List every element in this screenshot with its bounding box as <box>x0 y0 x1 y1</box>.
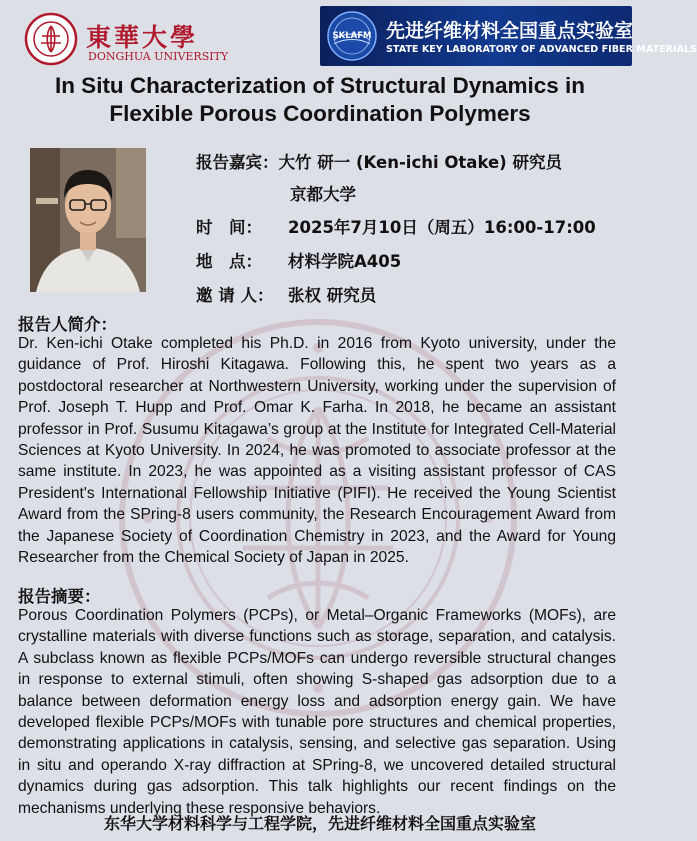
place-label: 地 点： <box>196 252 262 271</box>
abstract-heading: 报告摘要： <box>18 587 101 606</box>
host-name: 张权 研究员 <box>288 286 377 305</box>
time-label: 时 间： <box>196 218 262 237</box>
university-name-cn: 東華大學 <box>86 23 199 52</box>
lab-logo-text: SKLAFM <box>332 31 372 41</box>
abstract-text: Porous Coordination Polymers (PCPs), or Metal–Organic Frameworks (MOFs), are crystalline materials with diverse functions such as storage, separation, and catalysis. A subclass known as flexible PCPs/MOFs can undergo reversible structural changes in response to external stimuli, often showing S-shaped gas adsorption due to a balance between deformation energy loss and adsorption energy gain. We have developed flexible PCPs/MOFs with tunable pore structures and chemical properties, demonstrating applications in catalysis, sensing, and selective gas separation. Using in situ and operando X-ray diffraction at SPring-8, we uncovered detailed structural dynamics during gas adsorption. This talk highlights our recent findings on the mechanisms underlying these responsive behaviors. <box>18 607 616 817</box>
speaker-photo <box>30 148 146 292</box>
lab-banner <box>320 6 697 66</box>
university-name-en: DONGHUA UNIVERSITY <box>88 50 229 63</box>
footer-organizer: 东华大学材料科学与工程学院，先进纤维材料全国重点实验室 <box>104 814 537 833</box>
host-row <box>196 282 376 306</box>
lab-name-cn: 先进纤维材料全国重点实验室 <box>386 20 634 42</box>
lab-logo-icon <box>326 10 378 62</box>
speaker-label: 报告嘉宾： <box>196 153 279 172</box>
time-row <box>196 214 596 238</box>
place-row <box>196 248 401 272</box>
talk-place: 材料学院A405 <box>288 252 402 271</box>
speaker-affiliation: 京都大学 <box>290 185 356 204</box>
host-label: 邀 请 人： <box>196 286 274 305</box>
lab-name-en: STATE KEY LABORATORY OF ADVANCED FIBER MATERIALS <box>386 44 697 55</box>
speaker-name: 大竹 研一 (Ken-ichi Otake) 研究员 <box>278 153 562 172</box>
affiliation-row <box>290 181 356 205</box>
talk-title: In Situ Characterization of Structural Dynamics in Flexible Porous Coordination Polymers <box>54 73 586 126</box>
bio-text: Dr. Ken-ichi Otake completed his Ph.D. in 2016 from Kyoto university, under the guidance of Prof. Hiroshi Kitagawa. Following this, he spent two years as a postdoctoral researcher at Northwestern University, working under the supervision of Prof. Joseph T. Hupp and Prof. Omar K. Farha. In 2018, he became an assistant professor in Prof. Susumu Kitagawa’s group at the Institute for Integrated Cell-Material Sciences at Kyoto University. In 2024, he was promoted to associate professor at the same institute. In 2023, he was appointed as a visiting assistant professor of CAS President's International Fellowship Initiative (PIFI). He received the Young Scientist Award from the SPring-8 users community, the Research Encouragement Award from the Japanese Society of Coordination Chemistry in 2023, and the Award for Young Researcher from the Chemical Society of Japan in 2025. <box>18 335 616 567</box>
talk-time: 2025年7月10日（周五）16:00-17:00 <box>288 218 596 237</box>
university-logo-block <box>24 12 229 68</box>
speaker-row <box>196 149 562 173</box>
bio-heading: 报告人简介： <box>18 315 117 334</box>
university-seal-icon <box>24 12 78 66</box>
